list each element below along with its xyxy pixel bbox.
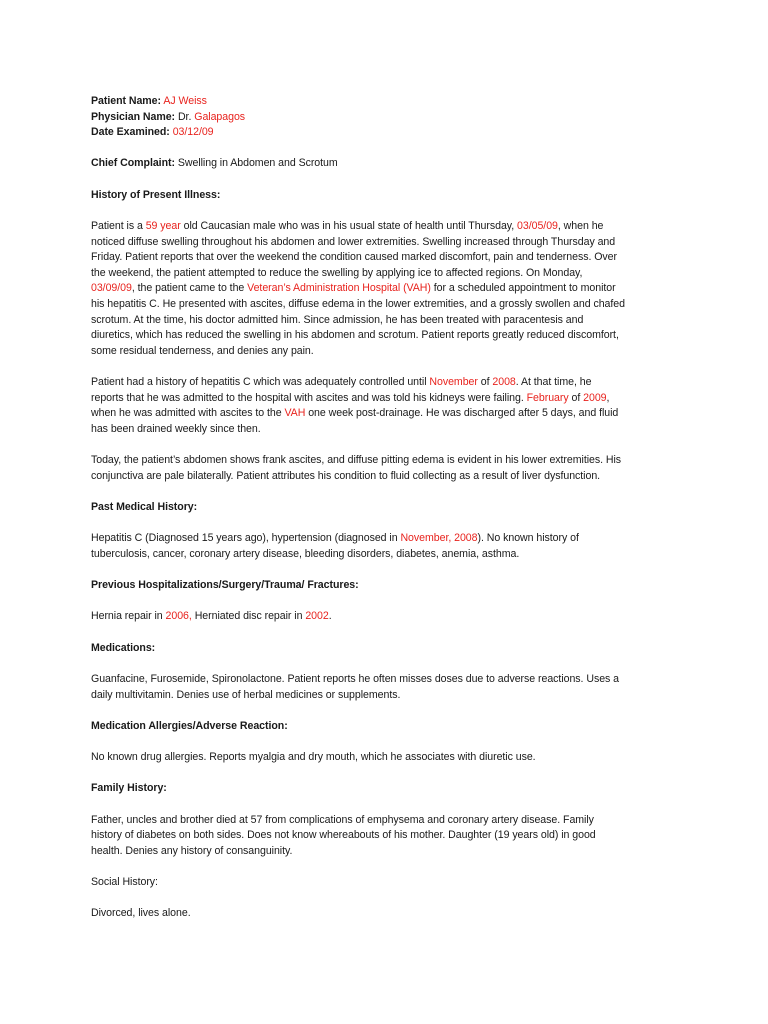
body-text: Hernia repair in [91, 610, 166, 623]
body-text: ). No known history of [477, 532, 579, 545]
physician-name-row [91, 110, 685, 126]
body-text: diuretics, which has reduced the swelling in his abdomen and scrotum. Patient reports greatly reduced discomfort, [91, 329, 619, 342]
text-line [91, 750, 685, 766]
text-line [91, 828, 685, 844]
text-line [91, 531, 685, 547]
body-text: Friday. Patient reports that over the weekend the condition caused marked discomfort, pain and tenderness. Over [91, 251, 617, 264]
highlighted-text: 59 year [145, 220, 181, 233]
hospitalizations-heading: Previous Hospitalizations/Surgery/Trauma/ Fractures: [91, 579, 359, 592]
patient-name-row [91, 94, 685, 110]
body-text: Guanfacine, Furosemide, Spironolactone. Patient reports he often misses doses due to adverse reactions. Uses a [91, 673, 620, 685]
body-text: Divorced, lives alone. [91, 907, 191, 920]
social-history-paragraph [91, 906, 685, 922]
text-line [91, 672, 685, 688]
text-line [91, 547, 685, 563]
body-text: Father, uncles and brother died at 57 from complications of emphysema and coronary artery disease. Family [91, 813, 594, 826]
patient-name-value: AJ Weiss [163, 95, 207, 107]
body-text: when he was admitted with ascites to the [91, 407, 285, 420]
body-text: one week post-drainage. He was discharged after 5 days, and fluid [305, 407, 619, 420]
text-line [91, 328, 685, 344]
body-text: Today, the patient’s abdomen shows frank ascites, and diffuse pitting edema is evident in his lower extremities. His [91, 454, 622, 467]
highlighted-text: 03/09/09 [91, 282, 132, 295]
text-line [91, 375, 685, 391]
allergies-paragraph [91, 750, 685, 766]
highlighted-text: November [429, 376, 478, 389]
body-text: , the patient came to the [131, 282, 248, 295]
body-text: , when he [557, 220, 604, 233]
text-line [91, 250, 685, 266]
text-line [91, 906, 685, 922]
pmh-heading: Past Medical History: [91, 501, 198, 513]
body-text: noticed diffuse swelling throughout his abdomen and lower extremities. Swelling increased through Thursday and [91, 235, 616, 248]
body-text: Patient is a [91, 220, 146, 233]
chief-complaint-value: Swelling in Abdomen and Scrotum [177, 157, 338, 170]
text-line [91, 313, 685, 329]
family-history-heading: Family History: [91, 782, 167, 795]
body-text: . At that time, he [515, 376, 592, 389]
text-line [91, 344, 685, 360]
physician-name-label: Physician Name: [91, 110, 176, 123]
body-text: of [477, 376, 493, 389]
body-text: old Caucasian male who was in his usual state of health until Thursday, [180, 220, 518, 233]
family-history-paragraph [91, 813, 685, 860]
text-line [91, 219, 685, 235]
highlighted-text: 2009 [583, 391, 607, 404]
body-text: conjunctiva are pale bilaterally. Patient attributes his condition to fluid collecting as a result of liver dysfunction. [91, 469, 601, 482]
body-text: for a scheduled appointment to monitor [430, 282, 616, 295]
body-text: of [568, 391, 584, 404]
hpi-paragraph-1 [91, 219, 685, 359]
chief-complaint-row [91, 156, 685, 172]
body-text: Herniated disc repair in [191, 610, 306, 623]
body-text: No known drug allergies. Reports myalgia and dry mouth, which he associates with diuretic use. [91, 751, 536, 764]
patient-name-label: Patient Name: [91, 95, 161, 107]
body-text: daily multivitamin. Denies use of herbal medicines or supplements. [91, 688, 401, 701]
date-examined-label: Date Examined: [91, 126, 170, 139]
body-text: history of diabetes on both sides. Does not know whereabouts of his mother. Daughter (19 years old) in good [91, 829, 596, 842]
text-line [91, 391, 685, 407]
text-line [91, 844, 685, 860]
text-line [91, 266, 685, 282]
body-text: Patient had a history of hepatitis C which was adequately controlled until [91, 376, 430, 389]
date-examined-value: 03/12/09 [172, 126, 214, 139]
text-line [91, 235, 685, 251]
date-examined-row [91, 125, 685, 141]
allergies-heading: Medication Allergies/Adverse Reaction: [91, 719, 288, 732]
body-text: scrotum. At the time, his doctor admitted him. Since admission, he has been treated with paracentesis and [91, 313, 584, 326]
body-text: health. Denies any history of consanguinity. [91, 844, 293, 857]
highlighted-text: Veteran’s Administration Hospital (VAH) [247, 282, 431, 295]
document-body [91, 94, 685, 922]
medications-heading: Medications: [91, 641, 156, 654]
text-line [91, 453, 685, 469]
body-text: . [328, 610, 332, 623]
hospitalizations-paragraph [91, 609, 685, 625]
pmh-paragraph [91, 531, 685, 562]
physician-name-value: Galapagos [194, 110, 246, 123]
text-line [91, 297, 685, 313]
highlighted-text: November, 2008 [400, 532, 478, 545]
body-text: reports that he was admitted to the hospital with ascites and was told his kidneys were failing. [91, 391, 527, 404]
text-line [91, 469, 685, 485]
medications-paragraph [91, 672, 685, 703]
chief-complaint-label: Chief Complaint: [91, 157, 175, 170]
body-text: , [606, 391, 610, 404]
hpi-paragraph-2 [91, 375, 685, 437]
body-text: Hepatitis C (Diagnosed 15 years ago), hypertension (diagnosed in [91, 532, 401, 545]
text-line [91, 688, 685, 704]
hpi-paragraph-3 [91, 453, 685, 484]
physician-prefix: Dr. [177, 110, 192, 123]
hpi-heading: History of Present Illness: [91, 188, 221, 201]
highlighted-text: 03/05/09 [517, 220, 558, 233]
text-line [91, 281, 685, 297]
text-line [91, 422, 685, 438]
body-text: tuberculosis, cancer, coronary artery disease, bleeding disorders, diabetes, anemia, asthma. [91, 547, 520, 560]
text-line [91, 406, 685, 422]
text-line [91, 813, 685, 829]
body-text: the weekend, the patient attempted to reduce the swelling by applying ice to affected regions. On Monday, [91, 266, 583, 279]
highlighted-text: 2002 [305, 610, 329, 623]
text-line [91, 609, 685, 625]
highlighted-text: 2006, [165, 610, 192, 623]
highlighted-text: VAH [284, 407, 306, 420]
body-text: his hepatitis C. He presented with ascites, diffuse edema in the lower extremities, and a grossly swollen and chafed [91, 298, 625, 310]
highlighted-text: February [526, 391, 569, 404]
highlighted-text: 2008 [492, 376, 516, 389]
body-text: some residual tenderness, and denies any pain. [91, 344, 314, 357]
body-text: has been drained weekly since then. [91, 422, 261, 435]
social-history-heading: Social History: [91, 876, 158, 889]
